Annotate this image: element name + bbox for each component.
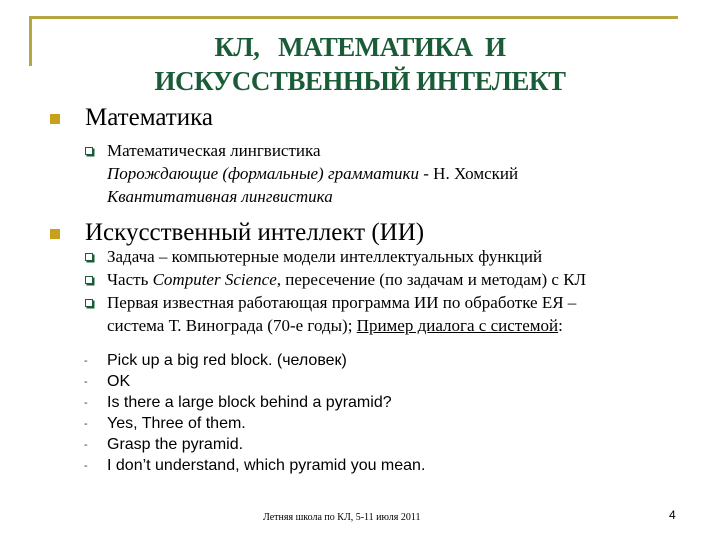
dialog-example-link[interactable]: Пример диалога с системой	[356, 316, 559, 335]
dialog-text: Pick up a big red block. (человек)	[107, 352, 347, 369]
item-text: Часть	[107, 270, 153, 289]
dialog-text: OK	[107, 373, 131, 390]
item-text: - Н. Хомский	[419, 164, 519, 183]
square-bullet-icon	[50, 229, 60, 239]
square-bullet-icon	[50, 114, 60, 124]
item-text: Первая известная работающая программа ИИ по обработке ЕЯ –	[107, 293, 577, 312]
hollow-square-bullet-icon	[85, 253, 93, 261]
hollow-square-bullet-icon	[85, 299, 93, 307]
hollow-square-bullet-icon	[85, 276, 93, 284]
item-text: :	[558, 316, 563, 335]
title-line-1: КЛ, МАТЕМАТИКА И	[214, 32, 506, 62]
page-number: 4	[669, 508, 676, 522]
dash-bullet-icon: -	[84, 418, 88, 430]
dash-bullet-icon: -	[84, 355, 88, 367]
frame-top-line	[29, 16, 678, 19]
title-line-2: ИСКУССТВЕННЫЙ ИНТЕЛЕКТ	[154, 66, 566, 96]
item-italic-text: Квантитативная лингвистика	[107, 187, 333, 206]
item-text: система Т. Винограда (70-е годы);	[107, 316, 357, 335]
section-heading: Математика	[85, 104, 213, 131]
dash-bullet-icon: -	[84, 397, 88, 409]
item-text: Математическая лингвистика	[107, 141, 321, 160]
item-text: Задача – компьютерные модели интеллектуальных функций	[107, 247, 543, 266]
item-text: , пересечение (по задачам и методам) с КЛ	[276, 270, 587, 289]
dash-bullet-icon: -	[84, 376, 88, 388]
dialog-text: I don’t understand, which pyramid you mean.	[107, 457, 426, 474]
dialog-text: Yes, Three of them.	[107, 415, 246, 432]
dialog-text: Is there a large block behind a pyramid?	[107, 394, 392, 411]
slide-title	[100, 30, 620, 98]
slide-footer: Летняя школа по КЛ, 5-11 июля 2011	[263, 512, 421, 523]
item-italic-text: Computer Science	[152, 270, 277, 289]
section-heading: Искусственный интеллект (ИИ)	[85, 219, 425, 246]
dash-bullet-icon: -	[84, 439, 88, 451]
dash-bullet-icon: -	[84, 460, 88, 472]
dialog-text: Grasp the pyramid.	[107, 436, 244, 453]
item-italic-text: Порождающие (формальные) грамматики	[107, 164, 420, 183]
frame-left-line	[29, 16, 32, 66]
hollow-square-bullet-icon	[85, 147, 93, 155]
